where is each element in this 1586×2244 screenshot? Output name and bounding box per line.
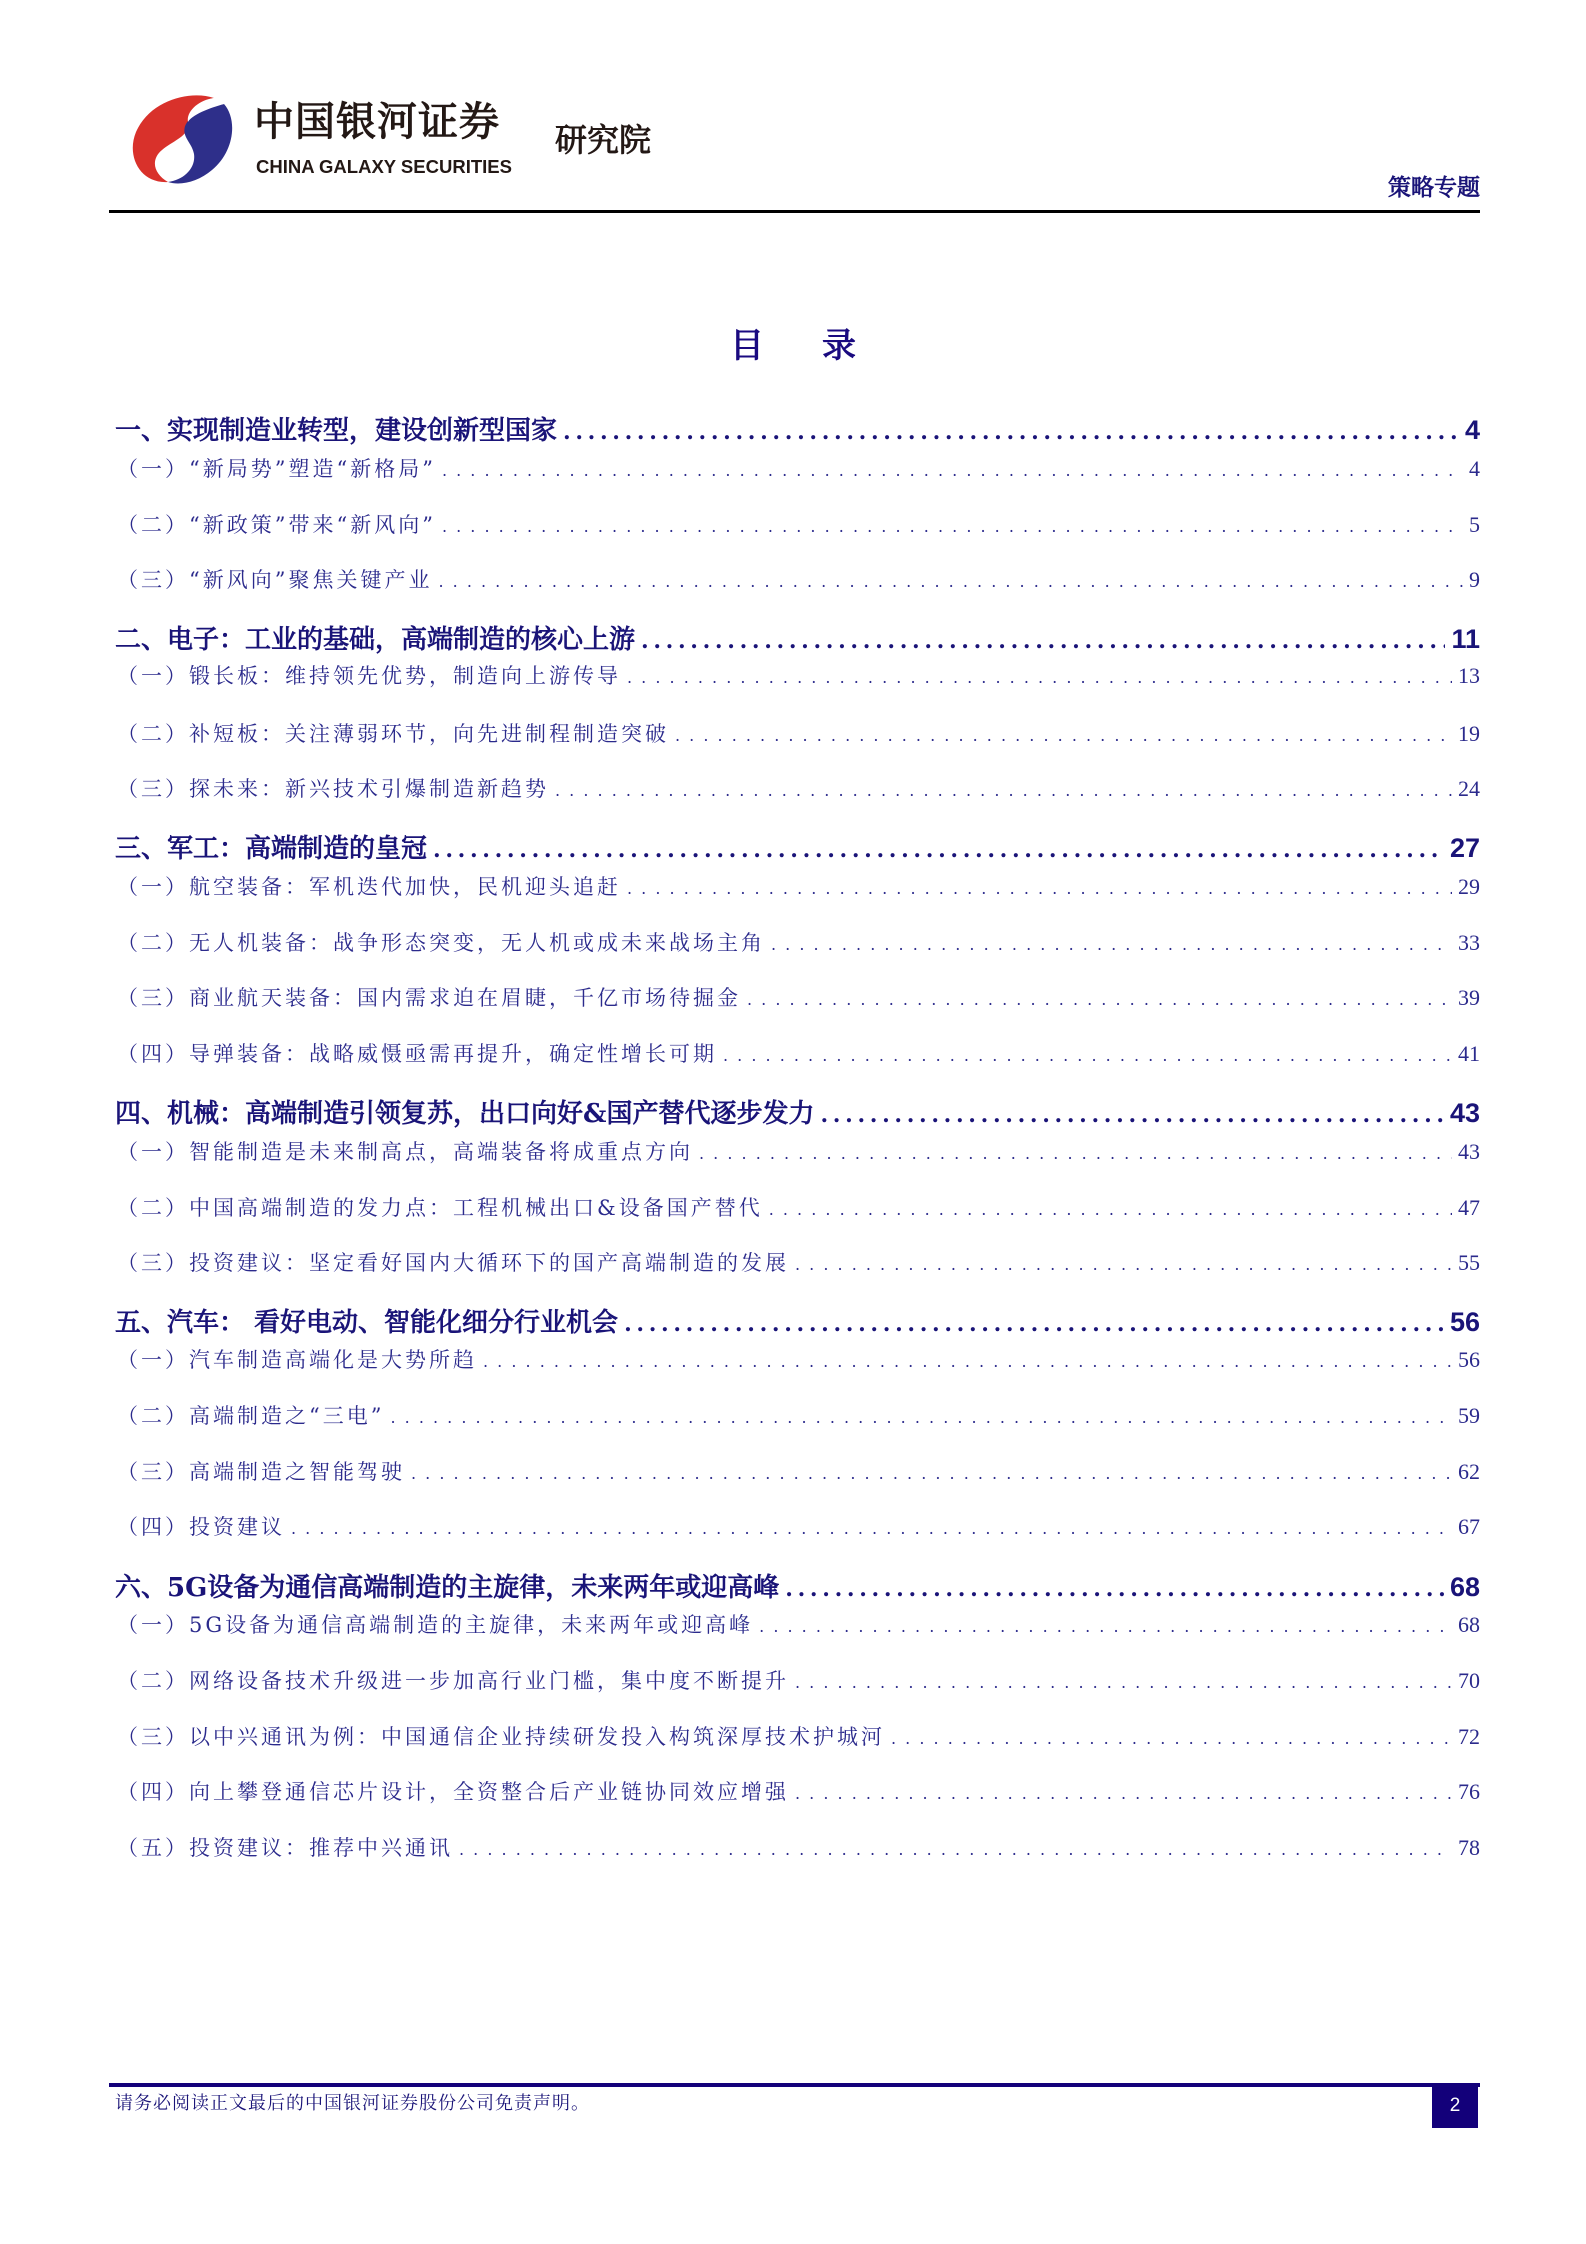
brand-name-en: CHINA GALAXY SECURITIES bbox=[256, 156, 512, 177]
toc-page-number: 62 bbox=[1458, 1459, 1480, 1484]
dot-leader bbox=[891, 1725, 1452, 1753]
header-divider bbox=[109, 210, 1480, 213]
toc-page-number: 29 bbox=[1458, 874, 1480, 899]
toc-page-number: 47 bbox=[1458, 1195, 1480, 1220]
toc-item[interactable] bbox=[117, 1458, 1480, 1488]
toc-item-label: （一）汽车制造高端化是大势所趋 bbox=[117, 1348, 477, 1372]
dot-leader bbox=[459, 1836, 1452, 1864]
toc-title-part2: 录 bbox=[822, 326, 856, 366]
toc-section-2[interactable] bbox=[115, 623, 1480, 657]
dot-leader bbox=[483, 1348, 1452, 1376]
toc-page-number: 43 bbox=[1458, 1139, 1480, 1164]
dot-leader bbox=[785, 1573, 1444, 1605]
toc-title bbox=[0, 324, 1586, 368]
dot-leader bbox=[795, 1669, 1452, 1697]
toc-section-label: 五、汽车： 看好电动、智能化细分行业机会 bbox=[115, 1308, 619, 1338]
toc-section-1[interactable] bbox=[115, 414, 1480, 448]
toc-page-number: 78 bbox=[1458, 1835, 1480, 1860]
toc-item-label: （三）探未来：新兴技术引爆制造新趋势 bbox=[117, 777, 549, 801]
toc-item[interactable] bbox=[117, 720, 1480, 750]
toc-item-label: （四）导弹装备：战略威慑亟需再提升，确定性增长可期 bbox=[117, 1042, 717, 1066]
toc-item-label: （一）智能制造是未来制高点，高端装备将成重点方向 bbox=[117, 1140, 693, 1164]
toc-page-number: 72 bbox=[1458, 1724, 1480, 1749]
toc-item-label: （二）网络设备技术升级进一步加高行业门槛，集中度不断提升 bbox=[117, 1669, 789, 1693]
dot-leader bbox=[759, 1613, 1452, 1641]
dot-leader bbox=[555, 777, 1452, 805]
dot-leader bbox=[627, 875, 1452, 903]
toc-item-label: （三）投资建议：坚定看好国内大循环下的国产高端制造的发展 bbox=[117, 1251, 789, 1275]
dot-leader bbox=[771, 931, 1452, 959]
toc-item[interactable] bbox=[117, 1723, 1480, 1753]
document-type: 策略专题 bbox=[1388, 174, 1480, 201]
dot-leader bbox=[699, 1140, 1452, 1168]
dot-leader bbox=[675, 722, 1452, 750]
toc-item[interactable] bbox=[117, 662, 1480, 692]
toc-item-label: （四）投资建议 bbox=[117, 1515, 285, 1539]
dot-leader bbox=[769, 1196, 1452, 1224]
toc-item[interactable] bbox=[117, 1346, 1480, 1376]
toc-page-number: 11 bbox=[1451, 624, 1480, 654]
dot-leader bbox=[438, 568, 1463, 596]
dot-leader bbox=[627, 664, 1452, 692]
toc-item[interactable] bbox=[117, 1138, 1480, 1168]
toc-item[interactable] bbox=[117, 1194, 1480, 1224]
toc-section-3[interactable] bbox=[115, 832, 1480, 866]
toc-item[interactable] bbox=[117, 1513, 1480, 1543]
toc-page-number: 24 bbox=[1458, 776, 1480, 801]
toc-page-number: 5 bbox=[1469, 512, 1480, 537]
toc-section-label: 六、5G设备为通信高端制造的主旋律，未来两年或迎高峰 bbox=[115, 1573, 780, 1603]
toc-item[interactable] bbox=[117, 1249, 1480, 1279]
toc-page-number: 19 bbox=[1458, 721, 1480, 746]
toc-item[interactable] bbox=[117, 984, 1480, 1014]
toc-item-label: （三）“新风向”聚焦关键产业 bbox=[117, 568, 433, 592]
toc-item[interactable] bbox=[117, 1040, 1480, 1070]
toc-item[interactable] bbox=[117, 1402, 1480, 1432]
toc-page-number: 13 bbox=[1458, 663, 1480, 688]
toc-item[interactable] bbox=[117, 929, 1480, 959]
toc-page-number: 70 bbox=[1458, 1668, 1480, 1693]
toc-item[interactable] bbox=[117, 566, 1480, 596]
toc-item[interactable] bbox=[117, 1611, 1480, 1641]
toc-item[interactable] bbox=[117, 1834, 1480, 1864]
toc-item-label: （一）“新局势”塑造“新格局” bbox=[117, 457, 436, 481]
brand-name-cn: 中国银河证券 bbox=[254, 99, 500, 145]
dot-leader bbox=[390, 1404, 1452, 1432]
toc-page-number: 39 bbox=[1458, 985, 1480, 1010]
toc-item-label: （二）补短板：关注薄弱环节，向先进制程制造突破 bbox=[117, 722, 669, 746]
toc-item-label: （三）高端制造之智能驾驶 bbox=[117, 1460, 405, 1484]
toc-page-number: 4 bbox=[1469, 456, 1480, 481]
dot-leader bbox=[624, 1308, 1444, 1340]
toc-page-number: 68 bbox=[1449, 1572, 1480, 1602]
toc-section-5[interactable] bbox=[115, 1306, 1480, 1340]
toc-section-label: 一、实现制造业转型，建设创新型国家 bbox=[115, 416, 558, 446]
institute-name: 研究院 bbox=[555, 121, 652, 159]
toc-item[interactable] bbox=[117, 1778, 1480, 1808]
dot-leader bbox=[723, 1042, 1452, 1070]
toc-item[interactable] bbox=[117, 1667, 1480, 1697]
dot-leader bbox=[641, 625, 1445, 657]
dot-leader bbox=[747, 986, 1452, 1014]
dot-leader bbox=[442, 513, 1463, 541]
toc-item-label: （一）5G设备为通信高端制造的主旋律，未来两年或迎高峰 bbox=[117, 1613, 754, 1637]
toc-item-label: （二）无人机装备：战争形态突变，无人机或成未来战场主角 bbox=[117, 931, 765, 955]
page-number-badge: 2 bbox=[1432, 2087, 1478, 2128]
galaxy-logo-icon bbox=[128, 92, 238, 188]
toc-title-part1: 目 bbox=[730, 326, 764, 366]
toc-item-label: （二）“新政策”带来“新风向” bbox=[117, 513, 436, 537]
toc-page-number: 27 bbox=[1449, 833, 1480, 863]
company-logo bbox=[128, 92, 238, 188]
toc-section-label: 四、机械：高端制造引领复苏，出口向好&国产替代逐步发力 bbox=[115, 1099, 815, 1129]
toc-item-label: （一）航空装备：军机迭代加快，民机迎头追赶 bbox=[117, 875, 621, 899]
disclaimer-notice: 请务必阅读正文最后的中国银河证券股份公司免责声明。 bbox=[115, 2093, 590, 2114]
toc-page-number: 67 bbox=[1458, 1514, 1480, 1539]
toc-page-number: 33 bbox=[1458, 930, 1480, 955]
toc-section-4[interactable] bbox=[115, 1097, 1480, 1131]
toc-page-number: 41 bbox=[1458, 1041, 1480, 1066]
toc-page-number: 76 bbox=[1458, 1779, 1480, 1804]
dot-leader bbox=[795, 1780, 1452, 1808]
toc-section-label: 三、军工：高端制造的皇冠 bbox=[115, 834, 428, 864]
footer-divider bbox=[109, 2083, 1480, 2087]
dot-leader bbox=[442, 457, 1463, 485]
dot-leader bbox=[820, 1099, 1443, 1131]
toc-page-number: 56 bbox=[1449, 1307, 1480, 1337]
dot-leader bbox=[795, 1251, 1452, 1279]
toc-item[interactable] bbox=[117, 775, 1480, 805]
toc-item[interactable] bbox=[117, 873, 1480, 903]
dot-leader bbox=[291, 1515, 1452, 1543]
toc-page-number: 68 bbox=[1458, 1612, 1480, 1637]
toc-page-number: 4 bbox=[1464, 415, 1480, 445]
dot-leader bbox=[411, 1460, 1452, 1488]
toc-item-label: （四）向上攀登通信芯片设计，全资整合后产业链协同效应增强 bbox=[117, 1780, 789, 1804]
toc-item-label: （三）以中兴通讯为例：中国通信企业持续研发投入构筑深厚技术护城河 bbox=[117, 1725, 885, 1749]
toc-item[interactable] bbox=[117, 455, 1480, 485]
toc-item-label: （三）商业航天装备：国内需求迫在眉睫，千亿市场待掘金 bbox=[117, 986, 741, 1010]
toc-item[interactable] bbox=[117, 511, 1480, 541]
toc-page-number: 43 bbox=[1449, 1098, 1480, 1128]
dot-leader bbox=[563, 416, 1459, 448]
dot-leader bbox=[433, 834, 1444, 866]
toc-item-label: （二）高端制造之“三电” bbox=[117, 1404, 385, 1428]
toc-page-number: 55 bbox=[1458, 1250, 1480, 1275]
toc-page-number: 56 bbox=[1458, 1347, 1480, 1372]
toc-section-label: 二、电子：工业的基础，高端制造的核心上游 bbox=[115, 625, 636, 655]
toc-item-label: （二）中国高端制造的发力点：工程机械出口&设备国产替代 bbox=[117, 1196, 763, 1220]
toc-item-label: （五）投资建议：推荐中兴通讯 bbox=[117, 1836, 453, 1860]
toc-page-number: 59 bbox=[1458, 1403, 1480, 1428]
toc-section-6[interactable] bbox=[115, 1571, 1480, 1605]
toc-page-number: 9 bbox=[1469, 567, 1480, 592]
toc-item-label: （一）锻长板：维持领先优势，制造向上游传导 bbox=[117, 664, 621, 688]
